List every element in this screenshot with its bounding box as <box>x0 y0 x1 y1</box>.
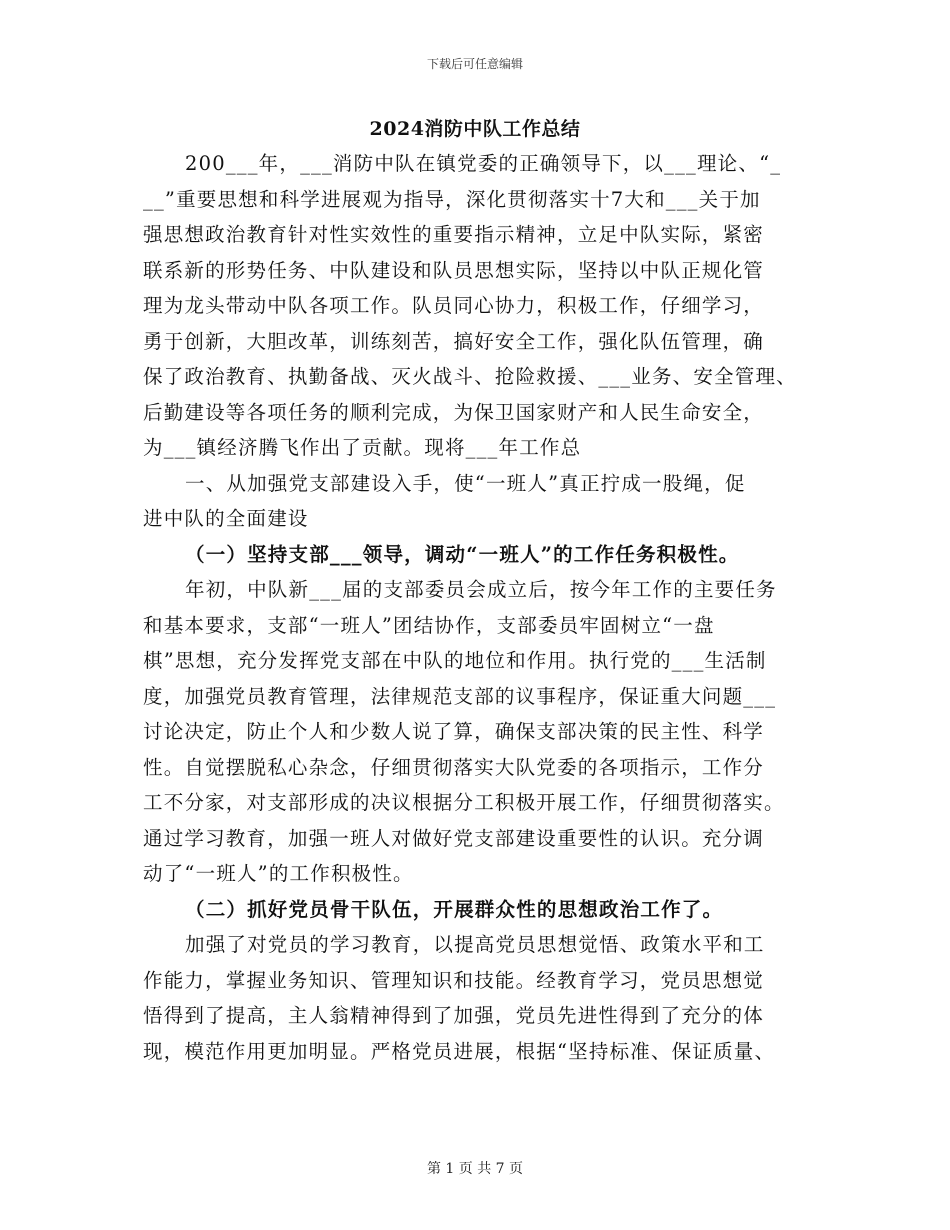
body-line: 年初，中队新___届的支部委员会成立后，按今年工作的主要任务 <box>185 578 777 601</box>
body-line: 为___镇经济腾飞作出了贡献。现将___年工作总 <box>143 436 582 459</box>
body-line: 通过学习教育，加强一班人对做好党支部建设重要性的认识。充分调 <box>143 826 765 850</box>
body-line: 保了政治教育、执勤备战、灭火战斗、抢险救援、___业务、安全管理、 <box>143 365 797 388</box>
body-line: 棋”思想，充分发挥党支部在中队的地位和作用。执行党的___生活制 <box>143 649 767 672</box>
body-line: 后勤建设等各项任务的顺利完成，为保卫国家财产和人民生命安全， <box>143 400 765 424</box>
subsection-heading: （二）抓好党员骨干队伍，开展群众性的思想政治工作了。 <box>185 897 724 921</box>
body-line: 作能力，掌握业务知识、管理知识和技能。经教育学习，党员思想觉 <box>143 968 765 992</box>
subsection-heading: （一）坚持支部___领导，调动“一班人”的工作任务积极性。 <box>185 542 740 566</box>
body-line: 理为龙头带动中队各项工作。队员同心协力，积极工作，仔细学习， <box>143 294 765 317</box>
document-body <box>143 146 823 1069</box>
document-title: 2024消防中队工作总结 <box>369 118 581 140</box>
body-line: 联系新的形势任务、中队建设和队员思想实际，坚持以中队正规化管 <box>143 258 765 282</box>
body-line: 和基本要求，支部“一班人”团结协作，支部委员牢固树立“一盘 <box>143 613 715 637</box>
section-heading-line: 一、从加强党支部建设入手，使“一班人”真正拧成一股绳，促 <box>185 471 746 495</box>
body-line: 现，模范作用更加明显。严格党员进展，根据“坚持标准、保证质量、 <box>143 1039 776 1063</box>
page-number-footer: 第 1 页 共 7 页 <box>426 1161 524 1177</box>
body-line: 性。自觉摆脱私心杂念，仔细贯彻落实大队党委的各项指示，工作分 <box>143 755 765 779</box>
page-header: 下载后可任意编辑 <box>426 57 523 71</box>
body-line: 悟得到了提高，主人翁精神得到了加强，党员先进性得到了充分的体 <box>143 1004 765 1027</box>
body-line: 讨论决定，防止个人和少数人说了算，确保支部决策的民主性、科学 <box>143 720 765 743</box>
body-line: 加强了对党员的学习教育，以提高党员思想觉悟、政策水平和工 <box>185 933 765 956</box>
body-line: 度，加强党员教育管理，法律规范支部的议事程序，保证重大问题___ <box>143 684 777 708</box>
body-line: 200___年，___消防中队在镇党委的正确领导下，以___理论、“_ <box>185 152 782 175</box>
body-line: 工不分家，对支部形成的决议根据分工积极开展工作，仔细贯彻落实。 <box>143 791 785 814</box>
body-line: 强思想政治教育针对性实效性的重要指示精神，立足中队实际，紧密 <box>143 223 765 246</box>
body-line: 勇于创新，大胆改革，训练刻苦，搞好安全工作，强化队伍管理，确 <box>143 329 765 353</box>
body-line: __”重要思想和科学进展观为指导，深化贯彻落实十7大和___关于加 <box>143 187 761 211</box>
section-heading-line: 进中队的全面建设 <box>143 507 309 530</box>
body-line: 动了“一班人”的工作积极性。 <box>143 862 414 885</box>
